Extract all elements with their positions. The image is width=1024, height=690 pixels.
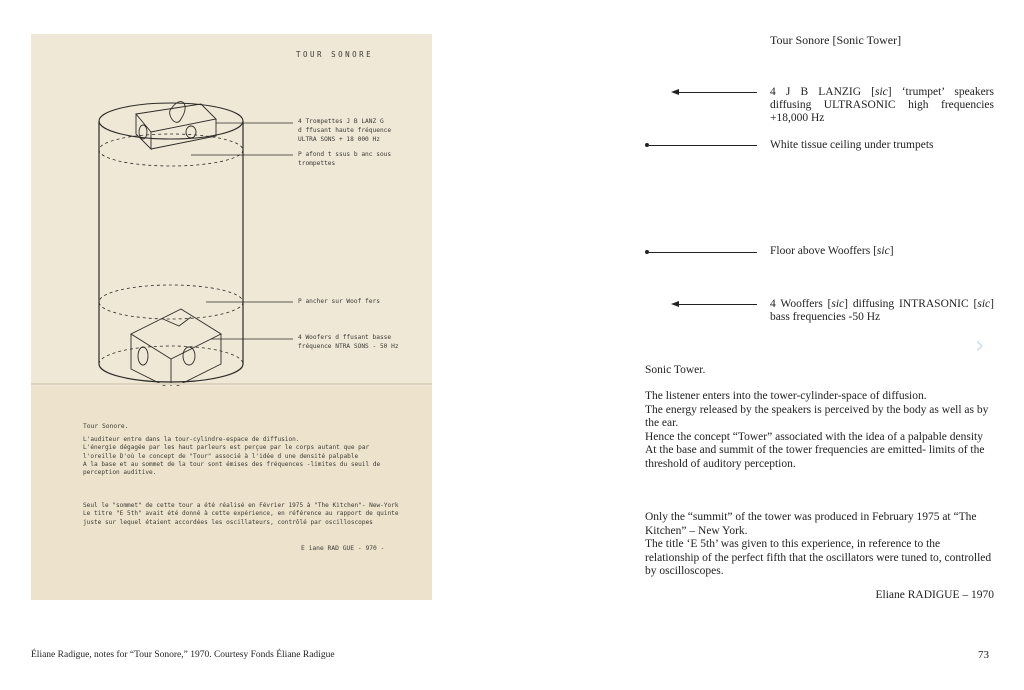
annotation-ceiling: White tissue ceiling under trumpets <box>770 139 934 151</box>
arrow-left-icon <box>671 89 679 95</box>
leader-line <box>649 252 757 253</box>
scan-note-paragraph-1: L'auditeur entre dans la tour-cylindre-espace de diffusion. L'énergie dégagée par les haut parleurs est perçue par le corps autant que par l'oreille D'où le concept de "Tour" associé à l'idée d une densité palpable A la base et au sommet de la tour sont émises des fréquences -limites du seuil de perception auditive. <box>83 436 381 477</box>
page-title: Tour Sonore [Sonic Tower] <box>770 33 902 47</box>
annotation-floor: Floor above Wooffers [sic] <box>770 245 894 257</box>
page-number: 73 <box>978 649 989 661</box>
annotation-woofers: 4 Wooffers [sic] diffusing INTRASONIC [sic] bass frequencies -50 Hz <box>770 298 994 323</box>
leader-line <box>679 304 757 305</box>
leader-line <box>679 92 757 93</box>
scan-note-paragraph-2: Seul le "sommet" de cette tour a été réalisé en Février 1975 à "The Kitchen"- New-York Le titre "E 5th" avait été donné à cette expérience, en référence au rapport de quinte juste sur lequel étaient accordées les oscillateurs, contrôlé par oscilloscopes <box>83 502 399 526</box>
scan-label-woofers: 4 Woofers d ffusant basse fréquence NTRA SONS - 50 Hz <box>298 334 399 350</box>
body-paragraph-1: The listener enters into the tower-cylinder-space of diffusion. The energy released by the speakers is perceived by the body as well as by the ear. Hence the concept “Tower” associated with the idea of a palpable density At the base and summit of the tower frequencies are emitted- limits of the threshold of auditory perception. <box>645 390 989 470</box>
arrow-left-icon <box>671 301 679 307</box>
chevron-right-icon[interactable]: › <box>975 331 985 359</box>
scan-header: TOUR SONORE <box>296 50 374 59</box>
scan-note-title: Tour Sonore. <box>83 423 129 430</box>
leader-line <box>649 145 757 146</box>
scanned-document <box>31 34 432 600</box>
figure-caption: Éliane Radigue, notes for “Tour Sonore,” 1970. Courtesy Fonds Éliane Radigue <box>31 650 335 660</box>
signature: Eliane RADIGUE – 1970 <box>875 589 994 601</box>
body-heading: Sonic Tower. <box>645 364 706 376</box>
body-paragraph-2: Only the “summit” of the tower was produced in February 1975 at “The Kitchen” – New York. The title ‘E 5th’ was given to this experience, in reference to the relationship of the perfect fifth that the oscillators were tuned to, controlled by oscilloscopes. <box>645 511 992 577</box>
scan-label-ceiling: P afond t ssus b anc sous trompettes <box>298 151 392 167</box>
scan-label-floor: P ancher sur Woof fers <box>298 298 380 305</box>
annotation-trumpets: 4 J B LANZIG [sic] ‘trumpet’ speakers diffusing ULTRASONIC high frequencies +18,000 Hz <box>770 86 994 124</box>
scan-label-trumpets: 4 Trompettes J B LANZ G d ffusant haute fréquence ULTRA SONS + 18 000 Hz <box>298 118 392 143</box>
scan-signature: E iane RAD GUE - 970 - <box>301 545 385 552</box>
